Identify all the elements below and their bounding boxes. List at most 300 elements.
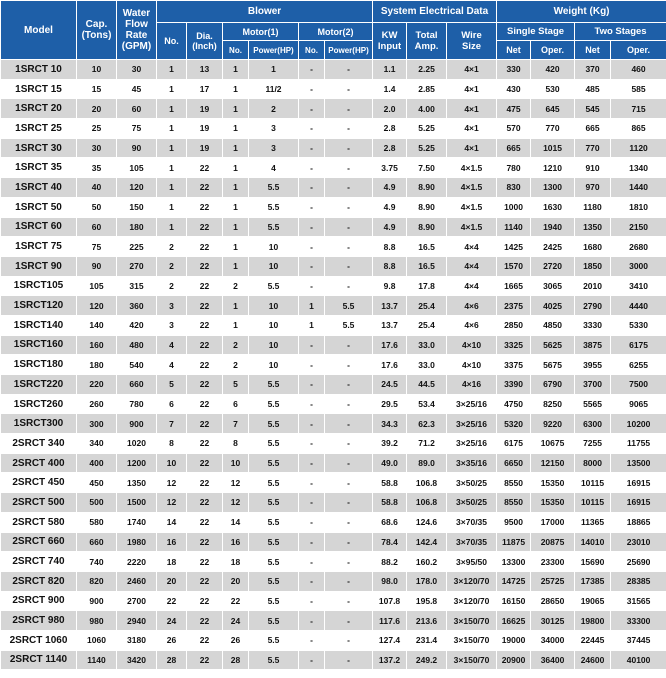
cell-two-oper: 6175 bbox=[611, 335, 666, 355]
cell-diameter: 22 bbox=[187, 276, 223, 296]
table-row bbox=[1, 611, 666, 631]
cell-water-flow: 1500 bbox=[117, 493, 157, 513]
cell-two-oper: 2680 bbox=[611, 237, 666, 257]
cell-motor1-power: 5.5 bbox=[249, 197, 299, 217]
header-water-line4: (GPM) bbox=[121, 41, 152, 52]
cell-total-amp: 249.2 bbox=[407, 650, 447, 670]
cell-water-flow: 150 bbox=[117, 197, 157, 217]
cell-two-oper: 33300 bbox=[611, 611, 666, 631]
cell-blower-no: 7 bbox=[157, 414, 187, 434]
cell-motor2-no: - bbox=[299, 60, 325, 80]
cell-single-net: 13300 bbox=[497, 552, 531, 572]
cell-single-net: 1665 bbox=[497, 276, 531, 296]
cell-wire-size: 4×1.5 bbox=[447, 178, 497, 198]
cell-diameter: 22 bbox=[187, 552, 223, 572]
cell-total-amp: 33.0 bbox=[407, 335, 447, 355]
cell-blower-no: 1 bbox=[157, 138, 187, 158]
cell-blower-no: 16 bbox=[157, 532, 187, 552]
cell-motor1-power: 10 bbox=[249, 237, 299, 257]
cell-motor2-no: - bbox=[299, 532, 325, 552]
cell-single-net: 1140 bbox=[497, 217, 531, 237]
cell-blower-no: 26 bbox=[157, 630, 187, 650]
table-row bbox=[1, 276, 666, 296]
cell-single-oper: 1940 bbox=[531, 217, 575, 237]
cell-single-oper: 25725 bbox=[531, 571, 575, 591]
cell-wire-size: 3×150/70 bbox=[447, 630, 497, 650]
cell-motor2-no: - bbox=[299, 453, 325, 473]
cell-blower-no: 1 bbox=[157, 217, 187, 237]
cell-single-net: 4750 bbox=[497, 394, 531, 414]
cell-water-flow: 540 bbox=[117, 355, 157, 375]
cell-two-net: 7255 bbox=[575, 434, 611, 454]
cell-single-net: 16150 bbox=[497, 591, 531, 611]
header-motor2-no: No. bbox=[299, 41, 325, 60]
cell-single-net: 14725 bbox=[497, 571, 531, 591]
cell-two-net: 5565 bbox=[575, 394, 611, 414]
cell-single-oper: 20875 bbox=[531, 532, 575, 552]
cell-motor1-power: 10 bbox=[249, 296, 299, 316]
cell-blower-no: 3 bbox=[157, 296, 187, 316]
header-two-oper: Oper. bbox=[611, 41, 666, 60]
cell-single-oper: 6790 bbox=[531, 375, 575, 395]
cell-model: 1SRCT140 bbox=[1, 315, 77, 335]
cell-capacity: 400 bbox=[77, 453, 117, 473]
cell-motor1-no: 14 bbox=[223, 512, 249, 532]
cell-motor1-power: 10 bbox=[249, 256, 299, 276]
header-single-oper: Oper. bbox=[531, 41, 575, 60]
cell-total-amp: 8.90 bbox=[407, 178, 447, 198]
cell-total-amp: 5.25 bbox=[407, 119, 447, 139]
cell-wire-size: 4×1.5 bbox=[447, 197, 497, 217]
table-row bbox=[1, 178, 666, 198]
cell-total-amp: 178.0 bbox=[407, 571, 447, 591]
cell-motor1-power: 5.5 bbox=[249, 650, 299, 670]
cell-two-oper: 16915 bbox=[611, 493, 666, 513]
cell-single-net: 8550 bbox=[497, 473, 531, 493]
cell-motor2-power: - bbox=[325, 493, 373, 513]
header-motor2-power: Power(HP) bbox=[325, 41, 373, 60]
cell-model: 1SRCT160 bbox=[1, 335, 77, 355]
cell-total-amp: 231.4 bbox=[407, 630, 447, 650]
cell-motor1-no: 10 bbox=[223, 453, 249, 473]
cell-two-oper: 1120 bbox=[611, 138, 666, 158]
cell-two-oper: 2150 bbox=[611, 217, 666, 237]
cell-total-amp: 8.90 bbox=[407, 197, 447, 217]
cell-kw-input: 137.2 bbox=[373, 650, 407, 670]
cell-capacity: 820 bbox=[77, 571, 117, 591]
cell-wire-size: 3×120/70 bbox=[447, 571, 497, 591]
cell-diameter: 22 bbox=[187, 630, 223, 650]
cell-diameter: 19 bbox=[187, 119, 223, 139]
cell-capacity: 75 bbox=[77, 237, 117, 257]
cell-single-oper: 4850 bbox=[531, 315, 575, 335]
cell-blower-no: 4 bbox=[157, 355, 187, 375]
cell-single-oper: 1015 bbox=[531, 138, 575, 158]
cell-single-net: 16625 bbox=[497, 611, 531, 631]
cell-motor2-no: - bbox=[299, 335, 325, 355]
cell-capacity: 140 bbox=[77, 315, 117, 335]
cell-kw-input: 2.8 bbox=[373, 119, 407, 139]
cell-single-oper: 1630 bbox=[531, 197, 575, 217]
cell-total-amp: 213.6 bbox=[407, 611, 447, 631]
cell-motor2-no: - bbox=[299, 630, 325, 650]
cell-two-net: 2790 bbox=[575, 296, 611, 316]
cell-motor2-no: - bbox=[299, 178, 325, 198]
cell-water-flow: 1020 bbox=[117, 434, 157, 454]
cell-single-oper: 17000 bbox=[531, 512, 575, 532]
cell-capacity: 20 bbox=[77, 99, 117, 119]
cell-wire-size: 4×1 bbox=[447, 99, 497, 119]
cell-wire-size: 4×6 bbox=[447, 296, 497, 316]
cell-motor2-no: - bbox=[299, 79, 325, 99]
cell-model: 2SRCT 820 bbox=[1, 571, 77, 591]
cell-motor2-no: - bbox=[299, 591, 325, 611]
cell-blower-no: 14 bbox=[157, 512, 187, 532]
cell-total-amp: 16.5 bbox=[407, 256, 447, 276]
cell-water-flow: 1740 bbox=[117, 512, 157, 532]
cell-two-net: 22445 bbox=[575, 630, 611, 650]
cell-kw-input: 39.2 bbox=[373, 434, 407, 454]
table-row bbox=[1, 414, 666, 434]
cell-kw-input: 4.9 bbox=[373, 197, 407, 217]
cell-single-oper: 15350 bbox=[531, 473, 575, 493]
cell-total-amp: 71.2 bbox=[407, 434, 447, 454]
cell-water-flow: 2700 bbox=[117, 591, 157, 611]
cell-two-net: 24600 bbox=[575, 650, 611, 670]
cell-water-flow: 90 bbox=[117, 138, 157, 158]
table-row bbox=[1, 99, 666, 119]
cell-wire-size: 4×1 bbox=[447, 119, 497, 139]
cell-single-oper: 770 bbox=[531, 119, 575, 139]
cell-motor1-power: 5.5 bbox=[249, 611, 299, 631]
cell-capacity: 50 bbox=[77, 197, 117, 217]
cell-single-net: 6650 bbox=[497, 453, 531, 473]
cell-motor2-power: - bbox=[325, 256, 373, 276]
cell-wire-size: 3×25/16 bbox=[447, 394, 497, 414]
cell-two-oper: 11755 bbox=[611, 434, 666, 454]
cell-single-net: 3375 bbox=[497, 355, 531, 375]
cell-diameter: 19 bbox=[187, 99, 223, 119]
cell-diameter: 19 bbox=[187, 138, 223, 158]
cell-motor2-no: - bbox=[299, 512, 325, 532]
cell-motor2-no: - bbox=[299, 394, 325, 414]
cell-motor1-no: 24 bbox=[223, 611, 249, 631]
cell-motor1-power: 5.5 bbox=[249, 178, 299, 198]
cell-water-flow: 180 bbox=[117, 217, 157, 237]
cell-two-net: 485 bbox=[575, 79, 611, 99]
cell-blower-no: 22 bbox=[157, 591, 187, 611]
cell-motor2-no: - bbox=[299, 375, 325, 395]
cell-total-amp: 195.8 bbox=[407, 591, 447, 611]
cell-capacity: 40 bbox=[77, 178, 117, 198]
cell-single-oper: 30125 bbox=[531, 611, 575, 631]
cell-water-flow: 2220 bbox=[117, 552, 157, 572]
cell-total-amp: 5.25 bbox=[407, 138, 447, 158]
cell-wire-size: 3×95/50 bbox=[447, 552, 497, 572]
cell-single-oper: 2720 bbox=[531, 256, 575, 276]
cell-two-net: 3330 bbox=[575, 315, 611, 335]
header-cap-line2: (Tons) bbox=[81, 30, 112, 41]
cell-kw-input: 34.3 bbox=[373, 414, 407, 434]
cell-diameter: 22 bbox=[187, 315, 223, 335]
cell-motor1-power: 4 bbox=[249, 158, 299, 178]
cell-water-flow: 45 bbox=[117, 79, 157, 99]
cell-kw-input: 9.8 bbox=[373, 276, 407, 296]
cell-model: 1SRCT180 bbox=[1, 355, 77, 375]
cell-single-oper: 36400 bbox=[531, 650, 575, 670]
cell-motor2-no: - bbox=[299, 256, 325, 276]
cell-blower-no: 12 bbox=[157, 473, 187, 493]
cell-water-flow: 1980 bbox=[117, 532, 157, 552]
cell-capacity: 10 bbox=[77, 60, 117, 80]
cell-single-oper: 8250 bbox=[531, 394, 575, 414]
table-row bbox=[1, 532, 666, 552]
cell-motor1-power: 5.5 bbox=[249, 532, 299, 552]
cell-kw-input: 58.8 bbox=[373, 473, 407, 493]
cell-model: 2SRCT 740 bbox=[1, 552, 77, 572]
cell-motor1-no: 1 bbox=[223, 197, 249, 217]
cell-capacity: 1060 bbox=[77, 630, 117, 650]
header-amp-line2: Amp. bbox=[414, 41, 439, 52]
cell-capacity: 340 bbox=[77, 434, 117, 454]
cell-blower-no: 1 bbox=[157, 119, 187, 139]
cell-model: 1SRCT105 bbox=[1, 276, 77, 296]
cell-total-amp: 53.4 bbox=[407, 394, 447, 414]
cell-two-oper: 1440 bbox=[611, 178, 666, 198]
cell-motor2-power: - bbox=[325, 434, 373, 454]
header-motor1: Motor(1) bbox=[223, 23, 299, 41]
cell-diameter: 22 bbox=[187, 493, 223, 513]
cell-motor2-power: - bbox=[325, 453, 373, 473]
cell-motor2-power: - bbox=[325, 99, 373, 119]
cell-single-oper: 28650 bbox=[531, 591, 575, 611]
header-kw-line1: KW bbox=[381, 30, 398, 41]
cell-two-net: 17385 bbox=[575, 571, 611, 591]
cell-motor2-power: - bbox=[325, 394, 373, 414]
table-row bbox=[1, 79, 666, 99]
cell-water-flow: 660 bbox=[117, 375, 157, 395]
cell-single-oper: 34000 bbox=[531, 630, 575, 650]
cell-two-net: 6300 bbox=[575, 414, 611, 434]
cell-motor2-power: - bbox=[325, 414, 373, 434]
cell-kw-input: 29.5 bbox=[373, 394, 407, 414]
table-row bbox=[1, 512, 666, 532]
cell-blower-no: 10 bbox=[157, 453, 187, 473]
cell-motor2-power: - bbox=[325, 158, 373, 178]
cell-motor1-no: 1 bbox=[223, 217, 249, 237]
cell-capacity: 450 bbox=[77, 473, 117, 493]
cell-capacity: 740 bbox=[77, 552, 117, 572]
cell-capacity: 580 bbox=[77, 512, 117, 532]
cell-wire-size: 3×150/70 bbox=[447, 611, 497, 631]
cell-capacity: 980 bbox=[77, 611, 117, 631]
header-diameter bbox=[187, 23, 223, 60]
cell-motor2-no: - bbox=[299, 158, 325, 178]
cell-total-amp: 4.00 bbox=[407, 99, 447, 119]
table-row bbox=[1, 119, 666, 139]
cell-single-net: 1425 bbox=[497, 237, 531, 257]
cell-motor2-power: - bbox=[325, 138, 373, 158]
cell-single-net: 3325 bbox=[497, 335, 531, 355]
cell-motor2-no: - bbox=[299, 119, 325, 139]
cell-single-net: 2850 bbox=[497, 315, 531, 335]
cell-motor1-no: 1 bbox=[223, 315, 249, 335]
cell-wire-size: 4×1 bbox=[447, 138, 497, 158]
cell-wire-size: 3×35/16 bbox=[447, 453, 497, 473]
cell-motor1-no: 7 bbox=[223, 414, 249, 434]
cell-model: 1SRCT 25 bbox=[1, 119, 77, 139]
cell-kw-input: 17.6 bbox=[373, 335, 407, 355]
cell-single-net: 11875 bbox=[497, 532, 531, 552]
cell-wire-size: 4×4 bbox=[447, 256, 497, 276]
cell-two-oper: 13500 bbox=[611, 453, 666, 473]
cell-capacity: 660 bbox=[77, 532, 117, 552]
cell-wire-size: 3×70/35 bbox=[447, 532, 497, 552]
table-row bbox=[1, 217, 666, 237]
cell-motor1-no: 1 bbox=[223, 158, 249, 178]
cell-two-net: 665 bbox=[575, 119, 611, 139]
cell-motor2-power: - bbox=[325, 552, 373, 572]
cell-model: 2SRCT 580 bbox=[1, 512, 77, 532]
cell-two-oper: 40100 bbox=[611, 650, 666, 670]
table-body bbox=[1, 60, 666, 670]
cell-capacity: 120 bbox=[77, 296, 117, 316]
cell-two-oper: 1810 bbox=[611, 197, 666, 217]
cell-blower-no: 18 bbox=[157, 552, 187, 572]
cell-single-oper: 530 bbox=[531, 79, 575, 99]
cell-total-amp: 25.4 bbox=[407, 296, 447, 316]
cell-total-amp: 2.25 bbox=[407, 60, 447, 80]
cell-two-oper: 865 bbox=[611, 119, 666, 139]
cell-capacity: 260 bbox=[77, 394, 117, 414]
cell-motor1-no: 1 bbox=[223, 119, 249, 139]
cell-wire-size: 4×6 bbox=[447, 315, 497, 335]
cell-model: 1SRCT 60 bbox=[1, 217, 77, 237]
cell-motor1-power: 5.5 bbox=[249, 591, 299, 611]
cell-blower-no: 2 bbox=[157, 276, 187, 296]
header-water-flow-rate bbox=[117, 1, 157, 60]
cell-motor2-no: - bbox=[299, 434, 325, 454]
cell-total-amp: 89.0 bbox=[407, 453, 447, 473]
cell-motor2-no: - bbox=[299, 611, 325, 631]
cell-kw-input: 1.1 bbox=[373, 60, 407, 80]
cell-motor1-power: 5.5 bbox=[249, 512, 299, 532]
cell-motor1-no: 2 bbox=[223, 276, 249, 296]
cell-motor1-power: 5.5 bbox=[249, 217, 299, 237]
cell-total-amp: 16.5 bbox=[407, 237, 447, 257]
cell-motor1-no: 1 bbox=[223, 237, 249, 257]
cell-wire-size: 4×1.5 bbox=[447, 217, 497, 237]
cell-motor1-power: 5.5 bbox=[249, 414, 299, 434]
cell-model: 1SRCT220 bbox=[1, 375, 77, 395]
cell-single-net: 830 bbox=[497, 178, 531, 198]
table-row bbox=[1, 296, 666, 316]
cell-wire-size: 3×25/16 bbox=[447, 434, 497, 454]
table-row bbox=[1, 315, 666, 335]
cell-two-net: 770 bbox=[575, 138, 611, 158]
cell-blower-no: 1 bbox=[157, 178, 187, 198]
header-water-line1: Water bbox=[122, 8, 151, 19]
cell-motor2-power: - bbox=[325, 375, 373, 395]
cell-motor1-no: 1 bbox=[223, 296, 249, 316]
cell-single-oper: 2425 bbox=[531, 237, 575, 257]
cell-wire-size: 4×4 bbox=[447, 276, 497, 296]
cell-motor2-no: - bbox=[299, 355, 325, 375]
cell-two-oper: 9065 bbox=[611, 394, 666, 414]
cell-kw-input: 8.8 bbox=[373, 237, 407, 257]
cell-motor1-no: 12 bbox=[223, 493, 249, 513]
cell-total-amp: 106.8 bbox=[407, 493, 447, 513]
cell-motor1-no: 16 bbox=[223, 532, 249, 552]
cell-two-net: 19065 bbox=[575, 591, 611, 611]
cell-motor1-power: 5.5 bbox=[249, 375, 299, 395]
cell-motor2-power: - bbox=[325, 79, 373, 99]
header-blower: Blower bbox=[157, 1, 373, 23]
table-row bbox=[1, 453, 666, 473]
cell-kw-input: 4.9 bbox=[373, 217, 407, 237]
cell-motor2-power: - bbox=[325, 178, 373, 198]
cell-motor1-no: 1 bbox=[223, 138, 249, 158]
cell-motor1-power: 5.5 bbox=[249, 473, 299, 493]
cell-water-flow: 2460 bbox=[117, 571, 157, 591]
cell-two-net: 2010 bbox=[575, 276, 611, 296]
cell-kw-input: 24.5 bbox=[373, 375, 407, 395]
cell-wire-size: 3×25/16 bbox=[447, 414, 497, 434]
cell-model: 1SRCT 40 bbox=[1, 178, 77, 198]
cell-two-net: 8000 bbox=[575, 453, 611, 473]
table-row bbox=[1, 355, 666, 375]
cell-motor1-no: 2 bbox=[223, 355, 249, 375]
cell-water-flow: 3420 bbox=[117, 650, 157, 670]
cell-motor2-power: - bbox=[325, 571, 373, 591]
cell-motor2-power: - bbox=[325, 119, 373, 139]
cell-motor1-power: 10 bbox=[249, 315, 299, 335]
cell-two-oper: 6255 bbox=[611, 355, 666, 375]
cell-water-flow: 2940 bbox=[117, 611, 157, 631]
cell-diameter: 22 bbox=[187, 532, 223, 552]
cell-model: 1SRCT 10 bbox=[1, 60, 77, 80]
cell-kw-input: 17.6 bbox=[373, 355, 407, 375]
header-wire-line1: Wire bbox=[461, 30, 482, 41]
cell-blower-no: 4 bbox=[157, 335, 187, 355]
cell-motor2-no: - bbox=[299, 138, 325, 158]
cell-water-flow: 30 bbox=[117, 60, 157, 80]
cell-model: 2SRCT 400 bbox=[1, 453, 77, 473]
cell-kw-input: 88.2 bbox=[373, 552, 407, 572]
cell-total-amp: 160.2 bbox=[407, 552, 447, 572]
table-row bbox=[1, 434, 666, 454]
cell-motor2-power: - bbox=[325, 630, 373, 650]
cell-diameter: 22 bbox=[187, 512, 223, 532]
cell-motor2-no: - bbox=[299, 217, 325, 237]
cell-model: 1SRCT 90 bbox=[1, 256, 77, 276]
cell-kw-input: 98.0 bbox=[373, 571, 407, 591]
cell-single-net: 6175 bbox=[497, 434, 531, 454]
cell-two-net: 19800 bbox=[575, 611, 611, 631]
cell-two-oper: 10200 bbox=[611, 414, 666, 434]
cell-capacity: 25 bbox=[77, 119, 117, 139]
cell-motor1-power: 10 bbox=[249, 335, 299, 355]
cell-motor2-power: - bbox=[325, 276, 373, 296]
cell-blower-no: 3 bbox=[157, 315, 187, 335]
cell-single-oper: 5675 bbox=[531, 355, 575, 375]
cell-motor2-no: - bbox=[299, 552, 325, 572]
cell-capacity: 180 bbox=[77, 355, 117, 375]
cell-water-flow: 315 bbox=[117, 276, 157, 296]
cell-motor2-power: - bbox=[325, 237, 373, 257]
cell-motor1-power: 5.5 bbox=[249, 630, 299, 650]
cell-single-oper: 9220 bbox=[531, 414, 575, 434]
